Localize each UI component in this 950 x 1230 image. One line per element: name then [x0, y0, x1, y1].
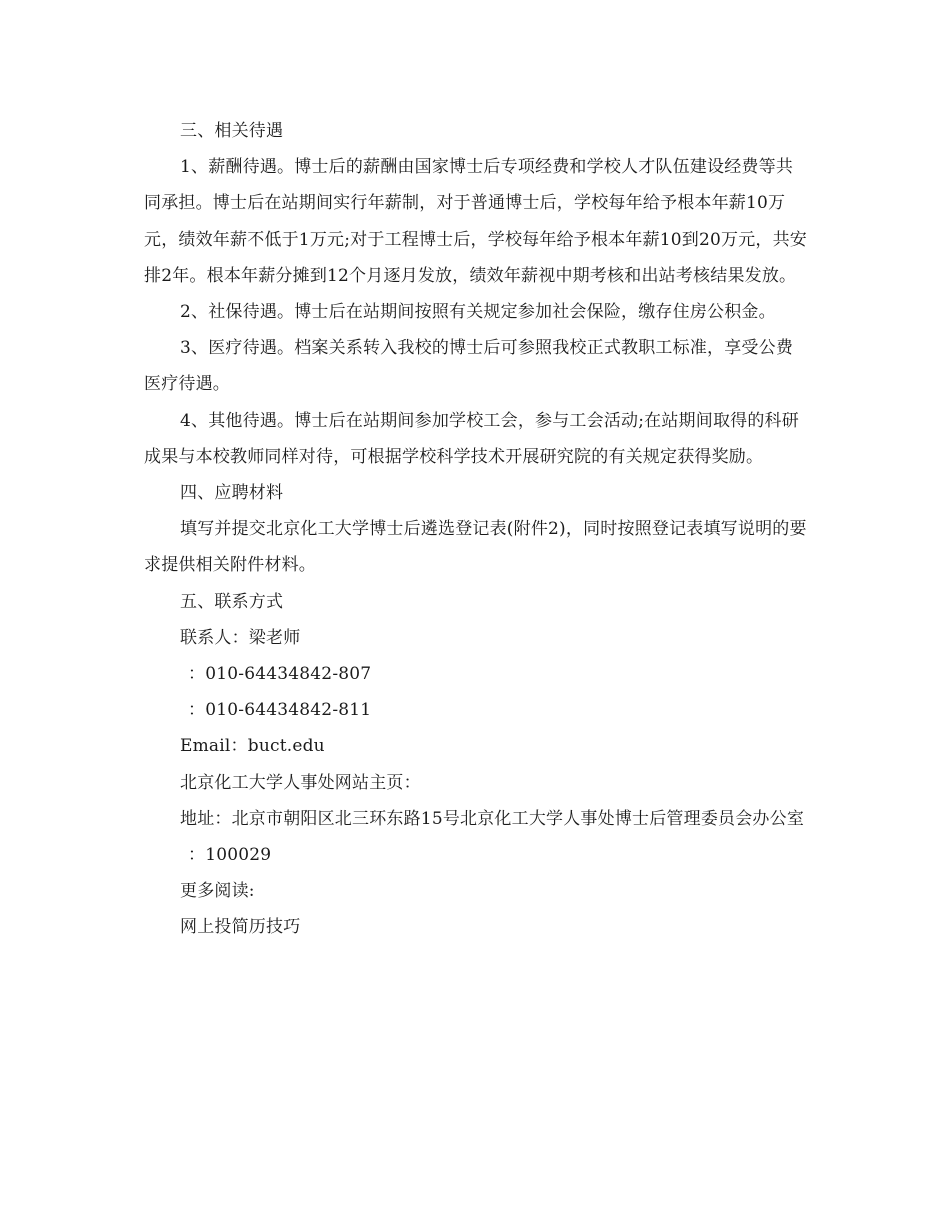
paragraph-medical: 3、医疗待遇。档案关系转入我校的博士后可参照我校正式教职工标准，享受公费医疗待遇。	[144, 338, 794, 395]
paragraph-materials: 填写并提交北京化工大学博士后遴选登记表(附件2)，同时按照登记表填写说明的要求提供相关附件材料。	[144, 519, 807, 576]
section-heading-contact: 五、联系方式	[180, 591, 284, 612]
paragraph-salary: 1、薪酬待遇。博士后的薪酬由国家博士后专项经费和学校人才队伍建设经费等共同承担。博士后在站期间实行年薪制，对于普通博士后，学校每年给予根本年薪10万元，绩效年薪不低于1万元;对于工程博士后，学校每年给予根本年薪10到20万元，共安排2年。根本年薪分摊到12个月逐月发放，绩效年薪视中期考核和出站考核结果发放。	[144, 157, 808, 286]
document-body	[144, 113, 808, 946]
contact-email: Email：buct.edu	[180, 736, 325, 757]
paragraph-other-benefits: 4、其他待遇。博士后在站期间参加学校工会，参与工会活动;在站期间取得的科研成果与本校教师同样对待，可根据学校科学技术开展研究院的有关规定获得奖励。	[144, 410, 799, 467]
contact-phone-2: ：010-64434842-811	[188, 700, 372, 721]
section-heading-benefits: 三、相关待遇	[180, 121, 284, 141]
contact-website: 北京化工大学人事处网站主页：	[180, 772, 421, 793]
contact-address: 地址：北京市朝阳区北三环东路15号北京化工大学人事处博士后管理委员会办公室	[180, 808, 805, 829]
paragraph-social-insurance: 2、社保待遇。博士后在站期间按照有关规定参加社会保险，缴存住房公积金。	[180, 302, 776, 323]
section-heading-materials: 四、应聘材料	[180, 483, 284, 504]
contact-phone-1: ：010-64434842-807	[188, 664, 372, 685]
more-reading-label: 更多阅读:	[180, 881, 255, 902]
contact-person: 联系人：梁老师	[180, 627, 301, 648]
related-article-link[interactable]: 网上投简历技巧	[180, 917, 301, 938]
contact-postcode: ：100029	[188, 845, 272, 866]
